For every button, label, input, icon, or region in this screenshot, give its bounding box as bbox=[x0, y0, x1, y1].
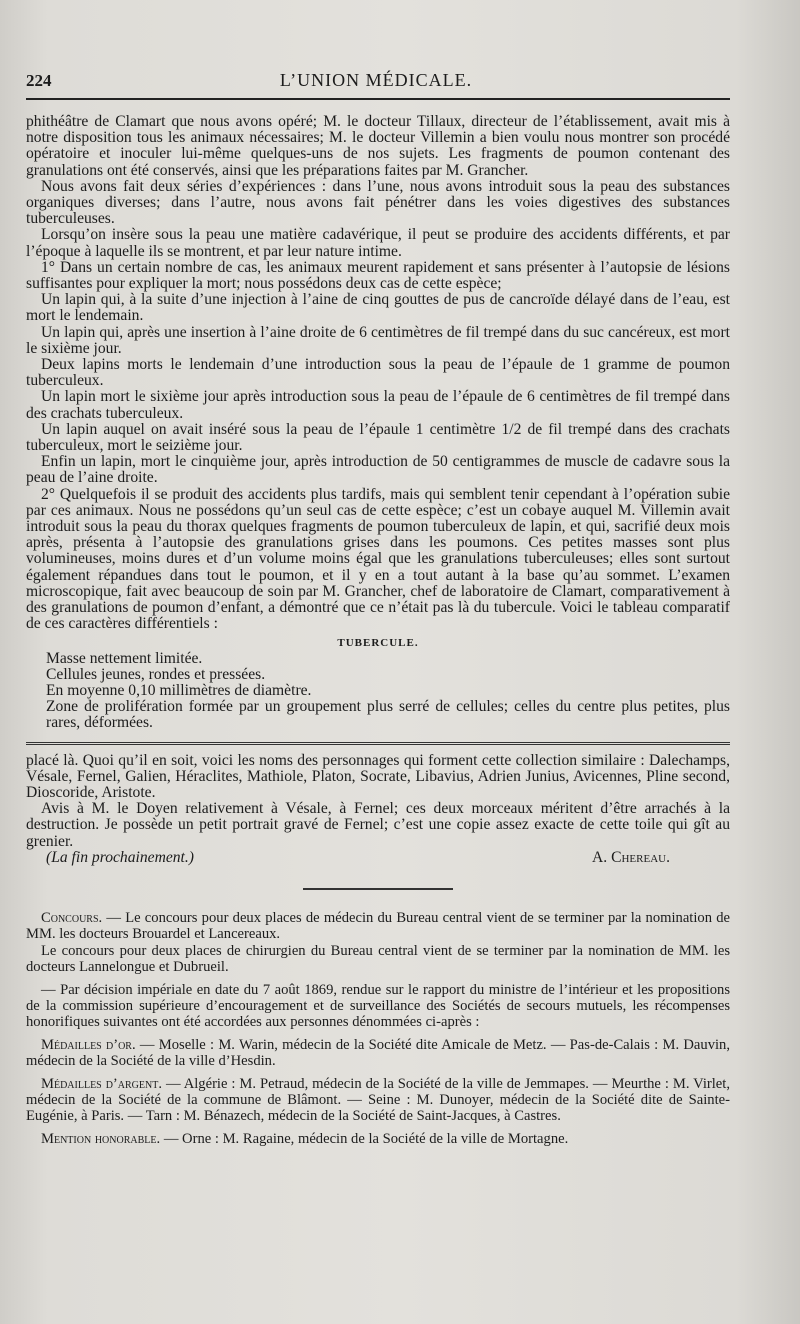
concours-text: — Le concours pour deux places de médecin du Bureau central vient de se terminer par la nomination de MM. les docteurs Brouardel et Lancereaux. bbox=[26, 909, 730, 943]
paragraph bbox=[26, 1037, 730, 1070]
paragraph: Avis à M. le Doyen relativement à Vésale, à Fernel; ces deux morceaux méritent d’être arrachés à la destruction. Je possède un petit portrait gravé de Fernel; c’est une copie assez exacte de cette toile qui gît au grenier. bbox=[26, 800, 730, 850]
short-divider bbox=[303, 888, 453, 890]
section-divider bbox=[26, 742, 730, 745]
list-item: En moyenne 0,10 millimètres de diamètre. bbox=[46, 681, 312, 699]
paragraph: Un lapin qui, après une insertion à l’aine droite de 6 centimètres de fil trempé dans du suc cancéreux, est mort le sixième jour. bbox=[26, 323, 730, 357]
page-number: 224 bbox=[26, 71, 52, 90]
concours-label: Concours. bbox=[41, 909, 103, 926]
gold-medals-text: — Moselle : M. Warin, médecin de la Société dite Amicale de Metz. — Pas-de-Calais : M. Dauvin, médecin de la Société de la ville d’Hesdin. bbox=[26, 1036, 730, 1070]
list-item: Masse nettement limitée. bbox=[46, 649, 203, 667]
honorable-mention-label: Mention honorable. bbox=[41, 1130, 161, 1147]
characteristics-list bbox=[26, 651, 730, 732]
paragraph bbox=[26, 1131, 730, 1147]
paragraph: Un lapin auquel on avait inséré sous la peau de l’épaule 1 centimètre 1/2 de fil trempé dans des crachats tuberculeux, mort le seizième jour. bbox=[26, 420, 730, 455]
list-item: Cellules jeunes, rondes et pressées. bbox=[46, 665, 266, 683]
news-section bbox=[26, 910, 730, 1147]
gold-medals-label: Médailles d’or. bbox=[41, 1036, 136, 1053]
paragraph: Nous avons fait deux séries d’expériences : dans l’une, nous avons introduit sous la peau des substances organiques diverses; dans l’autre, nous avons fait pénétrer dans les voies digestives des substances tuberculeuses. bbox=[26, 177, 730, 228]
paragraph: Enfin un lapin, mort le cinquième jour, après introduction de 50 centigrammes de muscle de cadavre sous la peau de l’aine droite. bbox=[26, 453, 730, 487]
paragraph bbox=[26, 910, 730, 943]
running-title: L’UNION MÉDICALE. bbox=[279, 70, 473, 90]
table-heading: TUBERCULE. bbox=[337, 636, 419, 649]
paragraph: Un lapin mort le sixième jour après introduction sous la peau de l’épaule de 6 centimètres de fil trempé dans des crachats tuberculeux. bbox=[26, 388, 730, 422]
list-item: Zone de prolifération formée par un groupement plus serré de cellules; celles du centre plus petites, plus rares, déformées. bbox=[46, 698, 730, 732]
signature-line bbox=[26, 850, 730, 866]
paragraph: — Par décision impériale en date du 7 août 1869, rendue sur le rapport du ministre de l’intérieur et les propositions de la commission supérieure d’encouragement et de surveillance des Sociétés de secours mutuels, les récompenses honorifiques suivantes ont été accordées aux personnes dénommées ci-après : bbox=[26, 981, 730, 1031]
author-signature: A. Chereau. bbox=[592, 848, 670, 866]
paragraph bbox=[26, 1076, 730, 1125]
feuilleton bbox=[26, 753, 730, 866]
paragraph: Deux lapins morts le lendemain d’une introduction sous la peau de l’épaule de 1 gramme de poumon tuberculeux. bbox=[26, 356, 730, 390]
paragraph: Un lapin qui, à la suite d’une injection à l’aine de cinq gouttes de pus de cancroïde délayé dans de l’eau, est mort le lendemain. bbox=[26, 291, 730, 325]
paragraph: 1° Dans un certain nombre de cas, les animaux meurent rapidement et sans présenter à l’autopsie de lésions suffisantes pour expliquer la mort; nous possédons deux cas de cette espèce; bbox=[26, 258, 730, 293]
continuation-note: (La fin prochainement.) bbox=[46, 848, 194, 866]
article-body bbox=[26, 114, 730, 732]
paragraph: placé là. Quoi qu’il en soit, voici les noms des personnages qui forment cette collection similaire : Dalechamps, Vésale, Fernel, Galien, Héraclites, Mathiole, Platon, Socrate, Libavius, Adrien Junius, Avicennes, Pline second, Dioscoride, Aristote. bbox=[26, 751, 730, 801]
paragraph: phithéâtre de Clamart que nous avons opéré; M. le docteur Tillaux, directeur de l’établissement, avait mis à notre disposition tous les animaux nécessaires; M. le docteur Villemin a bien voulu nous montrer son procédé opératoire et inoculer lui-même quelques-uns de nos sujets. Les fragments de poumon contenant des granulations ont été conservés, ainsi que les préparations faites par M. Grancher. bbox=[26, 113, 730, 179]
silver-medals-label: Médailles d’argent. bbox=[41, 1075, 162, 1092]
paragraph: Lorsqu’on insère sous la peau une matière cadavérique, il peut se produire des accidents différents, et par l’époque à laquelle ils se montrent, et par leur nature intime. bbox=[26, 226, 730, 260]
paragraph: 2° Quelquefois il se produit des accidents plus tardifs, mais qui semblent tenir cependant à l’opération subie par ces animaux. Nous ne possédons qu’un seul cas de cette espèce; c’est un cobaye auquel M. Villemin avait introduit sous la peau du thorax quelques fragments de poumon tuberculeux de lapin, et qui, sacrifié deux mois après, présenta à l’autopsie des granulations grises dans les poumons. Ces petites masses sont plus volumineuses, moins dures et d’un volume moins égal que les granulations tuberculeuses; elles sont surtout également répandues dans tout le poumon, et il y en a tout autant à la base qu’au sommet. L’examen microscopique, fait avec beaucoup de soin par M. Grancher, chef de laboratoire de Clamart, comparativement à des granulations de poumon d’enfant, a démontré que ce n’était pas là du tubercule. Voici le tableau comparatif de ces caractères différentiels : bbox=[26, 485, 730, 633]
page-header bbox=[26, 70, 730, 100]
honorable-mention-text: — Orne : M. Ragaine, médecin de la Société de la ville de Mortagne. bbox=[163, 1130, 569, 1147]
silver-medals-text: — Algérie : M. Petraud, médecin de la Société de la ville de Jemmapes. — Meurthe : M. Virlet, médecin de la Société de la commune de Blâmont. — Seine : M. Dunoyer, médecin de la Société dite de Sainte-Eugénie, à Paris. — Tarn : M. Bénazech, médecin de la Société de Saint-Jacques, à Castres. bbox=[26, 1075, 730, 1125]
paragraph: Le concours pour deux places de chirurgien du Bureau central vient de se terminer par la nomination de MM. les docteurs Lannelongue et Dubrueil. bbox=[26, 942, 730, 976]
